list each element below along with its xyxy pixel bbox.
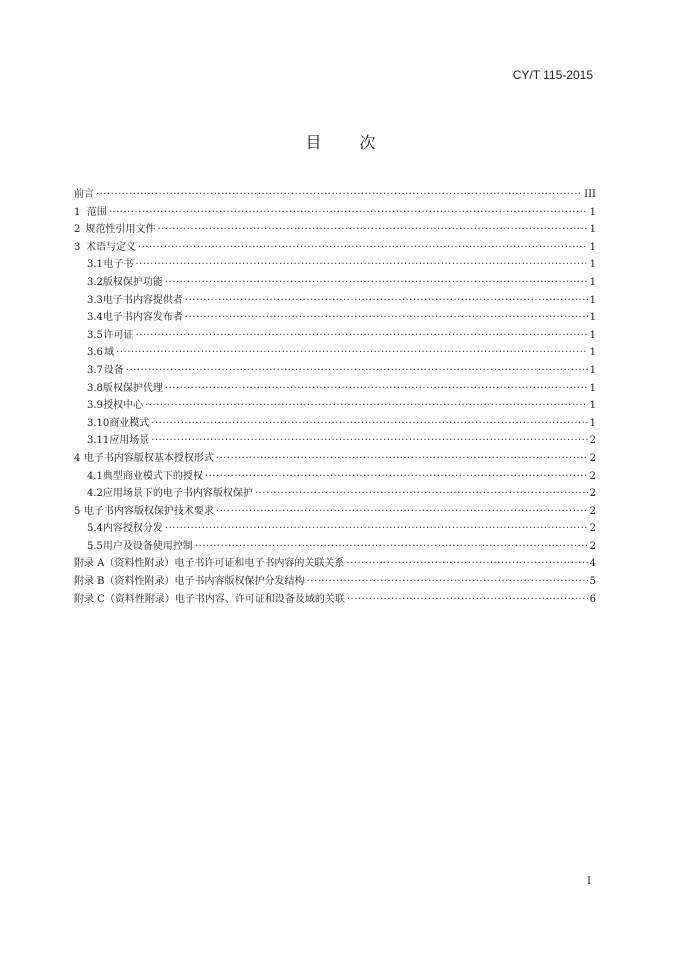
toc-entry-label: 前言 <box>74 189 94 200</box>
toc-entry-page: 1 <box>589 206 596 218</box>
toc-entry-label: 版权保护功能 <box>102 276 163 288</box>
toc-entry-number: 3.1 <box>87 259 103 271</box>
toc-entry[interactable] <box>74 344 596 362</box>
toc-entry[interactable] <box>74 415 596 433</box>
toc-entry-label: 电子书内容提供者 <box>102 294 183 306</box>
toc-leader-dots <box>185 292 588 310</box>
toc-entry-number: 2 <box>74 224 81 236</box>
toc-leader-dots <box>96 186 582 204</box>
toc-entry-label: 商业模式 <box>109 417 150 429</box>
toc-entry[interactable] <box>74 555 596 573</box>
toc-entry-page: 2 <box>589 505 596 517</box>
toc-entry[interactable] <box>74 520 596 538</box>
toc-entry-page: 2 <box>589 488 596 500</box>
toc-entry-label: 内容授权分发 <box>102 523 163 535</box>
toc-entry-page: 2 <box>589 470 596 482</box>
toc-entry[interactable] <box>74 274 596 292</box>
toc-entry-page: 1 <box>589 241 596 253</box>
toc-entry-number: 5 <box>74 505 81 517</box>
toc-title-char-2: 次 <box>359 133 376 152</box>
toc-entry-page: 5 <box>589 576 596 588</box>
toc-leader-dots <box>216 503 588 521</box>
toc-entry-page: 1 <box>589 347 596 359</box>
toc-entry-label: 电子书内容版权基本授权形式 <box>83 452 214 464</box>
toc-entry[interactable] <box>74 573 596 591</box>
toc-entry-page: 2 <box>589 523 596 535</box>
toc-entry[interactable] <box>74 450 596 468</box>
toc-leader-dots <box>346 555 587 573</box>
toc-entry-label: 应用场景下的电子书内容版权保护 <box>102 488 253 500</box>
toc-leader-dots <box>165 274 588 292</box>
toc-leader-dots <box>151 432 587 450</box>
toc-entry-page: 4 <box>589 558 596 570</box>
toc-entry-page: 2 <box>589 435 596 447</box>
toc-entry-page: 1 <box>589 417 596 429</box>
toc-entry-number: 4 <box>74 452 81 464</box>
toc-leader-dots <box>255 485 588 503</box>
toc-entry-number: 1 <box>74 206 81 218</box>
toc-leader-dots <box>145 397 588 415</box>
toc-entry[interactable] <box>74 380 596 398</box>
toc-entry-label: 附录 B（资料性附录）电子书内容版权保护分发结构 <box>74 576 305 588</box>
toc-entry[interactable] <box>74 468 596 486</box>
toc-entry-number: 4.1 <box>87 470 103 482</box>
toc-entry-page: 1 <box>589 312 596 324</box>
toc-entry[interactable] <box>74 485 596 503</box>
toc-entry[interactable] <box>74 432 596 450</box>
toc-entry[interactable] <box>74 239 596 257</box>
toc-entry-page: 1 <box>589 276 596 288</box>
standard-code: CY/T 115-2015 <box>512 68 593 82</box>
toc-entry-page: 1 <box>589 224 596 236</box>
toc-entry-number: 3.9 <box>87 400 103 412</box>
toc-leader-dots <box>138 239 588 257</box>
toc-entry[interactable] <box>74 221 596 239</box>
toc-leader-dots <box>195 538 588 556</box>
toc-entry-page: 1 <box>589 294 596 306</box>
toc-leader-dots <box>165 520 588 538</box>
toc-entry-number: 3.3 <box>87 294 103 306</box>
toc-entry-page: 1 <box>589 382 596 394</box>
toc-leader-dots <box>165 380 588 398</box>
toc-entry-number: 3.8 <box>87 382 103 394</box>
toc-entry-label: 应用场景 <box>109 435 150 447</box>
toc-entry-number: 3.5 <box>87 329 103 341</box>
toc-entry-page: 6 <box>589 593 596 605</box>
toc-entry-label: 附录 A（资料性附录）电子书许可证和电子书内容的关联关系 <box>74 558 345 570</box>
toc-entry-label: 附录 C（资料性附录）电子书内容、许可证和设备及域的关联 <box>74 593 345 605</box>
page-number: I <box>587 876 591 887</box>
toc-entry-label: 范围 <box>86 206 107 218</box>
table-of-contents <box>74 186 596 608</box>
toc-entry[interactable] <box>74 309 596 327</box>
toc-entry-number: 3.7 <box>87 364 103 376</box>
toc-entry-label: 典型商业模式下的授权 <box>102 470 203 482</box>
toc-entry[interactable] <box>74 186 596 204</box>
toc-entry-number: 4.2 <box>87 488 103 500</box>
toc-entry[interactable] <box>74 256 596 274</box>
toc-leader-dots <box>307 573 588 591</box>
toc-entry-number: 3.2 <box>87 276 103 288</box>
toc-entry-page: 2 <box>589 540 596 552</box>
toc-leader-dots <box>116 344 587 362</box>
toc-leader-dots <box>347 591 588 609</box>
toc-entry[interactable] <box>74 591 596 609</box>
toc-leader-dots <box>135 256 587 274</box>
toc-leader-dots <box>151 415 587 433</box>
toc-leader-dots <box>157 221 587 239</box>
toc-entry-label: 规范性引用文件 <box>85 224 156 236</box>
toc-leader-dots <box>185 309 588 327</box>
toc-entry-page: 2 <box>589 452 596 464</box>
toc-leader-dots <box>135 327 587 345</box>
toc-entry-label: 授权中心 <box>103 400 144 412</box>
toc-entry-label: 域 <box>104 347 115 359</box>
toc-leader-dots <box>109 204 588 222</box>
toc-entry-number: 3 <box>74 241 81 253</box>
toc-leader-dots <box>205 468 588 486</box>
toc-entry-label: 术语与定义 <box>85 241 136 253</box>
toc-entry[interactable] <box>74 327 596 345</box>
toc-entry-label: 许可证 <box>103 329 134 341</box>
toc-entry-label: 电子书 <box>103 259 134 271</box>
toc-entry-number: 3.4 <box>87 312 103 324</box>
toc-entry[interactable] <box>74 204 596 222</box>
toc-entry-label: 设备 <box>103 364 124 376</box>
toc-title-char-1: 目 <box>305 133 322 152</box>
toc-entry-page: III <box>584 189 596 200</box>
toc-entry-number: 3.6 <box>87 347 103 359</box>
toc-entry[interactable] <box>74 292 596 310</box>
toc-entry-label: 电子书内容发布者 <box>102 312 183 324</box>
toc-entry-number: 5.4 <box>87 523 103 535</box>
toc-leader-dots <box>126 362 588 380</box>
toc-entry-page: 1 <box>589 364 596 376</box>
toc-entry-label: 用户及设备使用控制 <box>102 540 193 552</box>
toc-entry-label: 电子书内容版权保护技术要求 <box>83 505 214 517</box>
toc-title <box>0 130 681 153</box>
toc-entry[interactable] <box>74 397 596 415</box>
toc-entry-page: 1 <box>589 329 596 341</box>
toc-entry-page: 1 <box>589 400 596 412</box>
toc-entry[interactable] <box>74 503 596 521</box>
toc-entry-number: 5.5 <box>87 540 103 552</box>
toc-entry[interactable] <box>74 538 596 556</box>
toc-entry-label: 版权保护代理 <box>102 382 163 394</box>
toc-entry[interactable] <box>74 362 596 380</box>
toc-leader-dots <box>216 450 588 468</box>
toc-entry-number: 3.10 <box>87 417 110 429</box>
toc-entry-page: 1 <box>589 259 596 271</box>
toc-entry-number: 3.11 <box>87 435 110 447</box>
